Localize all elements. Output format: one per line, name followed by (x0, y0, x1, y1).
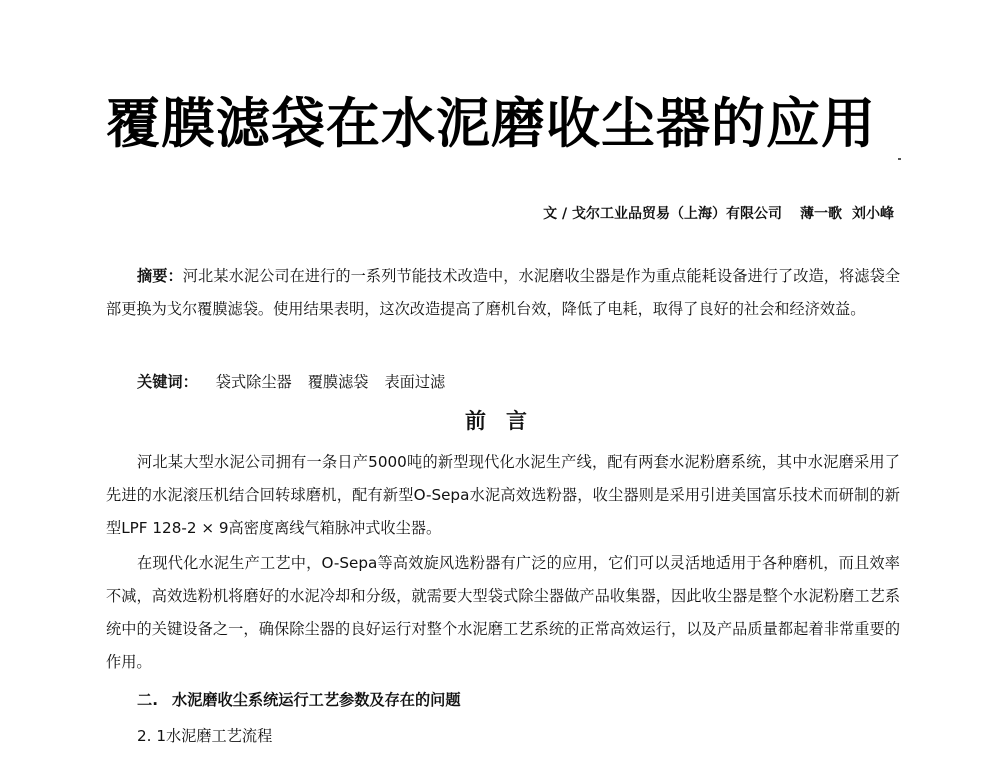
section-heading-2 (137, 684, 461, 717)
keywords (137, 366, 445, 399)
body-paragraph-2: 在现代化水泥生产工艺中，O-Sepa等高效旋风选粉器有广泛的应用，它们可以灵活地适用于各种磨机，而且效率不减，高效选粉机将磨好的水泥冷却和分级，就需要大型袋式除尘器做产品收集器，因此收尘器是整个水泥粉磨工艺系统中的关键设备之一，确保除尘器的良好运行对整个水泥磨工艺系统的正常高效运行，以及产品质量都起着非常重要的作用。 (106, 554, 900, 671)
byline-affiliation: 文 / 戈尔工业品贸易（上海）有限公司 (543, 206, 782, 222)
byline-author-1: 薄一歌 (800, 206, 842, 222)
scan-speck (898, 158, 901, 160)
keywords-label: 关键词： (137, 373, 198, 391)
keyword-item: 袋式除尘器 (215, 373, 292, 391)
abstract (106, 260, 900, 326)
abstract-text: 河北某水泥公司在进行的一系列节能技术改造中，水泥磨收尘器是作为重点能耗设备进行了改造，将滤袋全部更换为戈尔覆膜滤袋。使用结果表明，这次改造提高了磨机台效，降低了电耗，取得了良好的社会和经济效益。 (106, 267, 901, 318)
byline (543, 204, 894, 224)
preface-heading: 前言 (465, 409, 547, 433)
section-number: 二. (137, 691, 158, 709)
abstract-label: 摘要： (137, 267, 183, 285)
keyword-item: 覆膜滤袋 (307, 373, 369, 391)
section-title: 水泥磨收尘系统运行工艺参数及存在的问题 (171, 691, 461, 709)
subsection-heading: 2. 1水泥磨工艺流程 (137, 727, 273, 745)
body-paragraph-1: 河北某大型水泥公司拥有一条日产5000吨的新型现代化水泥生产线，配有两套水泥粉磨系统，其中水泥磨采用了先进的水泥滚压机结合回转球磨机，配有新型O-Sepa水泥高效选粉器，收尘器则是采用引进美国富乐技术而研制的新型LPF 128-2 × 9高密度离线气箱脉冲式收尘器。 (106, 453, 900, 537)
keyword-item: 表面过滤 (384, 373, 446, 391)
byline-author-2: 刘小峰 (852, 206, 894, 222)
article-title: 覆膜滤袋在水泥磨收尘器的应用 (106, 92, 876, 155)
